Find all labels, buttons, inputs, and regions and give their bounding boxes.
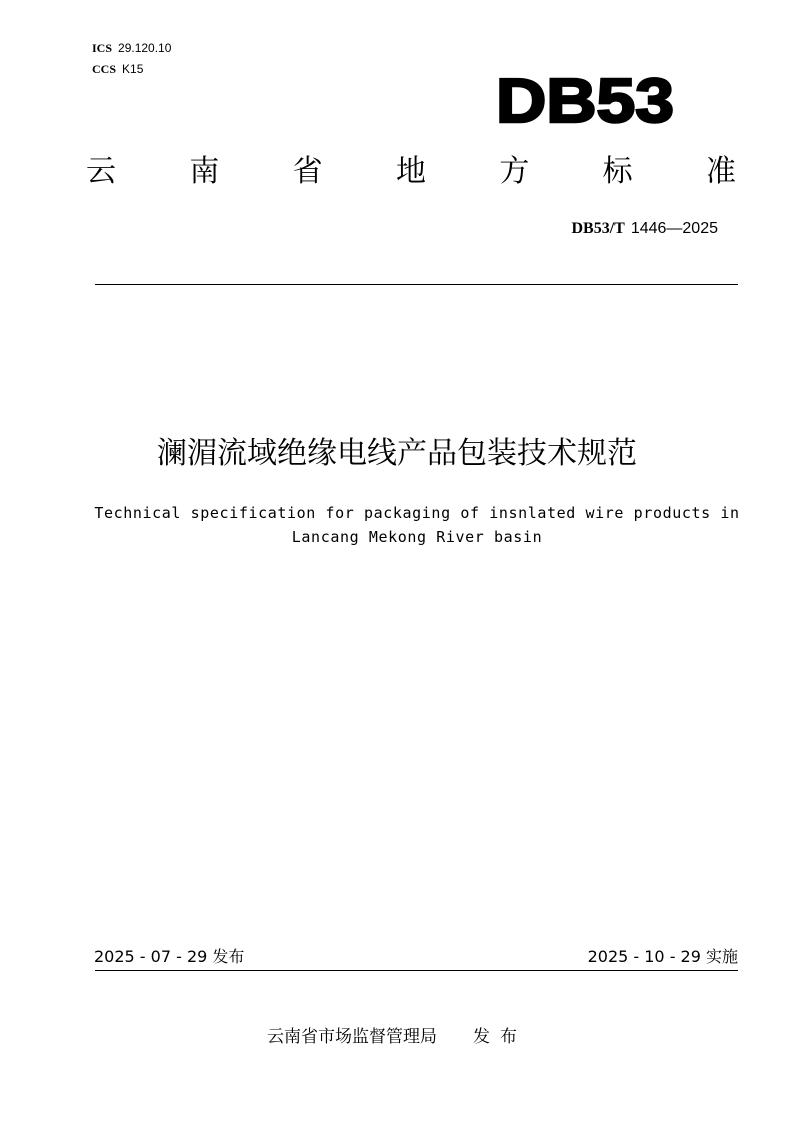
header-divider xyxy=(95,284,738,285)
standard-number-value: 1446—2025 xyxy=(630,220,718,237)
ics-value: 29.120.10 xyxy=(118,41,172,55)
english-title-line: Technical specification for packaging of insnlated wire products in xyxy=(94,504,740,522)
standard-type-heading xyxy=(86,152,736,192)
standard-type-char: 标 xyxy=(602,154,633,189)
issuer-organization: 云南省市场监督管理局 xyxy=(267,1027,437,1047)
db53-logo xyxy=(496,70,696,130)
standard-number xyxy=(571,218,718,239)
implementation-date: 2025 - 10 - 29 实施 xyxy=(587,947,738,966)
ccs-label: CCS xyxy=(92,62,117,76)
issuing-authority xyxy=(0,1025,794,1049)
issuer-action: 发布 xyxy=(473,1027,527,1047)
standard-type-char: 省 xyxy=(292,154,323,189)
standard-code: DB53/T xyxy=(571,220,625,237)
ccs-value: K15 xyxy=(122,62,144,76)
ccs-classification xyxy=(92,62,143,76)
document-title-english xyxy=(60,501,774,549)
document-title-chinese: 澜湄流域绝缘电线产品包装技术规范 xyxy=(157,436,637,471)
standard-type-char: 云 xyxy=(86,154,116,189)
standard-type-char: 方 xyxy=(499,154,530,189)
standard-type-char: 准 xyxy=(705,154,736,189)
standard-type-char: 南 xyxy=(189,154,220,189)
standard-type-char: 地 xyxy=(395,154,426,189)
publish-date: 2025 - 07 - 29 发布 xyxy=(94,947,245,966)
db53-logo-text: DB53 xyxy=(496,70,674,130)
ics-classification xyxy=(92,41,171,55)
ics-label: ICS xyxy=(92,41,113,55)
english-title-line: Lancang Mekong River basin xyxy=(291,528,543,546)
footer-divider xyxy=(95,970,738,971)
